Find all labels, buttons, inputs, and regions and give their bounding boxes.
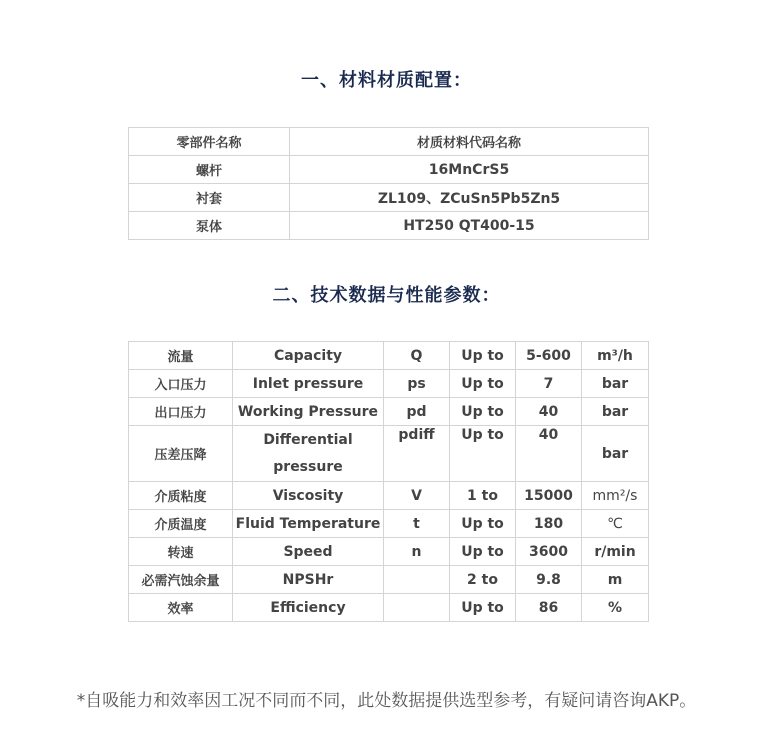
- table-row: [129, 594, 649, 622]
- param-en: Efficiency: [233, 594, 384, 622]
- param-cn: 压差压降: [129, 426, 233, 482]
- param-symbol: [384, 594, 450, 622]
- table-row: [129, 482, 649, 510]
- param-symbol: V: [384, 482, 450, 510]
- param-qualifier: Up to: [450, 370, 516, 398]
- table-row: [129, 510, 649, 538]
- param-cn: 必需汽蚀余量: [129, 566, 233, 594]
- param-cn: 效率: [129, 594, 233, 622]
- section2-title: 二、技术数据与性能参数：: [272, 285, 501, 306]
- header-material-code: 材质材料代码名称: [290, 128, 649, 156]
- param-cn: 出口压力: [129, 398, 233, 426]
- part-name: 衬套: [129, 184, 290, 212]
- section1-title: 一、材料材质配置：: [301, 70, 472, 91]
- param-qualifier: 1 to: [450, 482, 516, 510]
- param-unit: m³/h: [582, 342, 649, 370]
- param-value: 7: [516, 370, 582, 398]
- param-cn: 入口压力: [129, 370, 233, 398]
- technical-data-table: [128, 341, 649, 622]
- param-unit: r/min: [582, 538, 649, 566]
- table-row: [129, 370, 649, 398]
- param-symbol: n: [384, 538, 450, 566]
- param-unit: bar: [582, 398, 649, 426]
- param-value: 86: [516, 594, 582, 622]
- material-code: ZL109、ZCuSn5Pb5Zn5: [290, 184, 649, 212]
- param-en: Differential pressure: [233, 426, 384, 482]
- param-qualifier: Up to: [450, 594, 516, 622]
- param-unit: bar: [582, 426, 649, 482]
- param-en: Capacity: [233, 342, 384, 370]
- param-value: 40: [516, 398, 582, 426]
- param-symbol: ps: [384, 370, 450, 398]
- param-value: 15000: [516, 482, 582, 510]
- param-symbol: t: [384, 510, 450, 538]
- param-unit: %: [582, 594, 649, 622]
- material-code: 16MnCrS5: [290, 156, 649, 184]
- param-symbol: pd: [384, 398, 450, 426]
- param-qualifier: Up to: [450, 426, 516, 482]
- table-row: [129, 426, 649, 482]
- param-qualifier: Up to: [450, 510, 516, 538]
- param-unit: mm²/s: [582, 482, 649, 510]
- table-header-row: [129, 128, 649, 156]
- param-symbol: pdiff: [384, 426, 450, 482]
- param-value: 180: [516, 510, 582, 538]
- param-qualifier: Up to: [450, 538, 516, 566]
- footnote: *自吸能力和效率因工况不同而不同，此处数据提供选型参考，有疑问请咨询AKP。: [76, 691, 697, 711]
- param-en: Fluid Temperature: [233, 510, 384, 538]
- table-row: [129, 538, 649, 566]
- param-en: NPSHr: [233, 566, 384, 594]
- param-cn: 介质粘度: [129, 482, 233, 510]
- param-unit: m: [582, 566, 649, 594]
- param-value: 9.8: [516, 566, 582, 594]
- param-symbol: [384, 566, 450, 594]
- table-row: [129, 184, 649, 212]
- param-en: Viscosity: [233, 482, 384, 510]
- param-value: 40: [516, 426, 582, 482]
- param-symbol: Q: [384, 342, 450, 370]
- param-unit: ℃: [582, 510, 649, 538]
- table-row: [129, 566, 649, 594]
- param-value: 3600: [516, 538, 582, 566]
- header-part-name: 零部件名称: [129, 128, 290, 156]
- param-cn: 转速: [129, 538, 233, 566]
- table-row: [129, 212, 649, 240]
- table-row: [129, 398, 649, 426]
- param-en: Inlet pressure: [233, 370, 384, 398]
- table-row: [129, 156, 649, 184]
- materials-table: [128, 127, 649, 240]
- param-en: Working Pressure: [233, 398, 384, 426]
- table-row: [129, 342, 649, 370]
- param-value: 5-600: [516, 342, 582, 370]
- param-cn: 介质温度: [129, 510, 233, 538]
- part-name: 螺杆: [129, 156, 290, 184]
- param-cn: 流量: [129, 342, 233, 370]
- param-qualifier: Up to: [450, 342, 516, 370]
- param-unit: bar: [582, 370, 649, 398]
- param-en: Speed: [233, 538, 384, 566]
- param-qualifier: 2 to: [450, 566, 516, 594]
- part-name: 泵体: [129, 212, 290, 240]
- param-qualifier: Up to: [450, 398, 516, 426]
- material-code: HT250 QT400-15: [290, 212, 649, 240]
